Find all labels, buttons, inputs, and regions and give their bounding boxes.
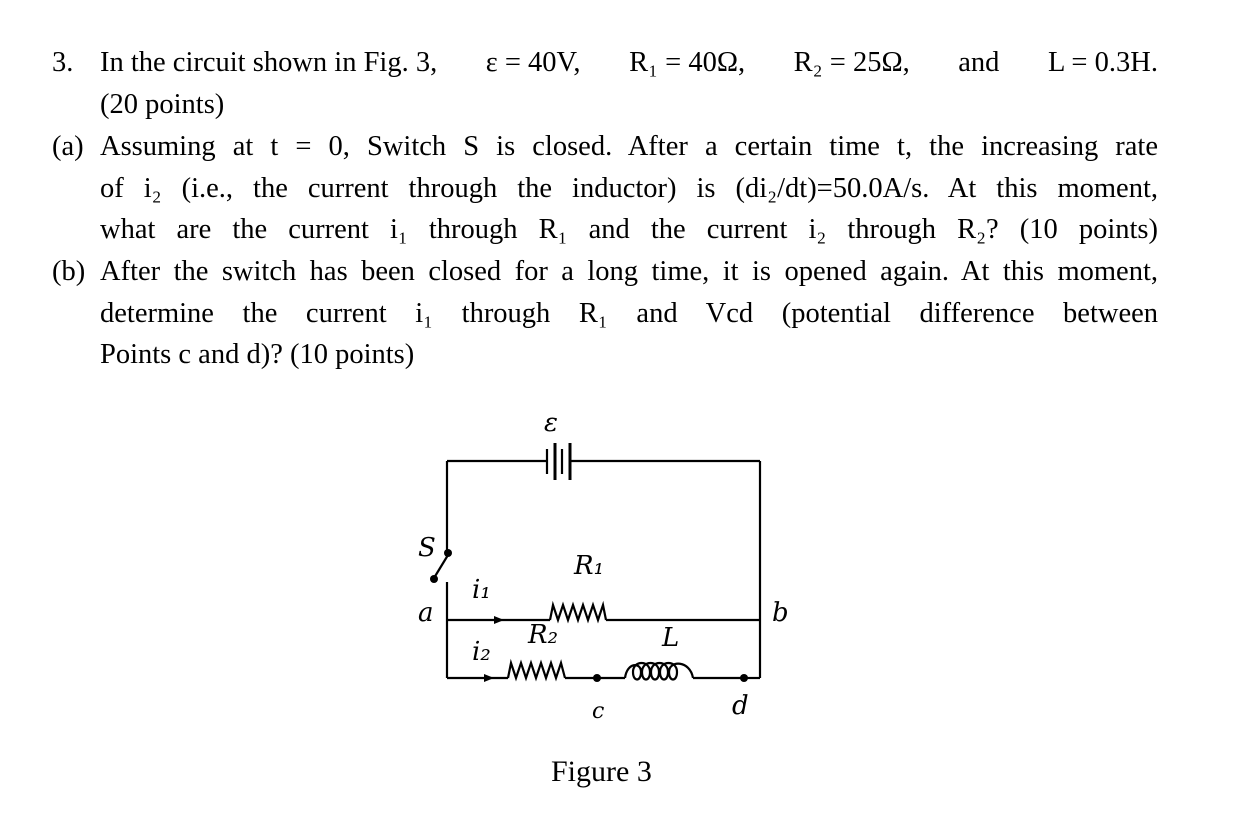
problem-points: (20 points) bbox=[100, 89, 225, 120]
given-r1: R₁ = 40Ω, bbox=[629, 47, 746, 78]
node-a-label: a bbox=[418, 598, 434, 628]
arrow-i1 bbox=[494, 616, 504, 624]
switch-label: S bbox=[418, 533, 436, 563]
given-and: and bbox=[958, 47, 1000, 78]
figure-caption: Figure 3 bbox=[551, 755, 652, 788]
node-c-label: c bbox=[592, 699, 605, 724]
inductor-l bbox=[625, 663, 693, 680]
given-emf: ε = 40V, bbox=[485, 47, 581, 78]
resistor-r1 bbox=[550, 605, 606, 620]
given-l: L = 0.3H. bbox=[1047, 47, 1158, 78]
given-r2: R₂ = 25Ω, bbox=[793, 47, 910, 78]
emf-label: ε bbox=[544, 408, 558, 438]
inductor-label: L bbox=[662, 623, 680, 653]
part-a-line-3: what are the current i₁ through R₁ and the current i₂ through R₂? (10 points) bbox=[100, 214, 1158, 245]
resistor-r2 bbox=[508, 663, 565, 678]
switch-bottom-contact bbox=[430, 575, 438, 583]
node-b-label: b bbox=[772, 598, 789, 628]
part-b-line-3: Points c and d)? (10 points) bbox=[100, 339, 415, 370]
r2-label: R₂ bbox=[528, 620, 558, 650]
part-a-label: (a) bbox=[52, 131, 84, 162]
part-a-line-1: Assuming at t = 0, Switch S is closed. After a certain time t, the increasing rate bbox=[100, 131, 1158, 162]
switch-top-contact bbox=[444, 549, 452, 557]
node-d-dot bbox=[740, 674, 748, 682]
intro-prefix: In the circuit shown in Fig. 3, bbox=[100, 47, 438, 78]
arrow-i2 bbox=[484, 674, 494, 682]
current-i1-label: i₁ bbox=[472, 575, 491, 605]
r1-label: R₁ bbox=[574, 551, 604, 581]
part-b-line-2: determine the current i₁ through R₁ and Vcd (potential difference between bbox=[100, 298, 1158, 329]
switch-blade bbox=[434, 555, 448, 578]
part-a-line-2: of i₂ (i.e., the current through the inductor) is (di₂/dt)=50.0A/s. At this moment, bbox=[100, 173, 1158, 204]
problem-number: 3. bbox=[52, 47, 74, 78]
node-c-dot bbox=[593, 674, 601, 682]
part-b-line-1: After the switch has been closed for a long time, it is opened again. At this moment, bbox=[100, 256, 1158, 287]
node-d-label: d bbox=[732, 691, 749, 721]
part-b-label: (b) bbox=[52, 256, 86, 287]
current-i2-label: i₂ bbox=[472, 637, 491, 667]
